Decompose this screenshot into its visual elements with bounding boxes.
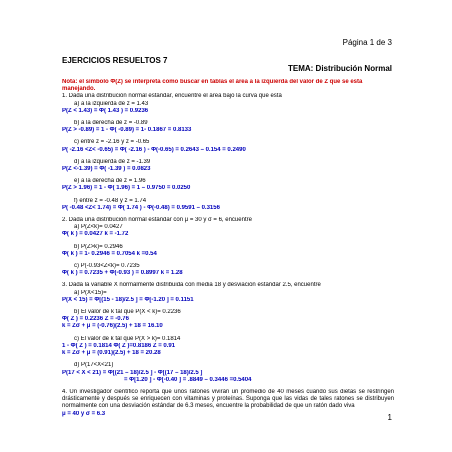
content-line: k = Zσ + μ = (0.91)(2.5) + 18 = 20.28 — [62, 350, 161, 357]
exercise-content — [62, 79, 394, 418]
content-line: P(Z > -0.89) = 1 - Φ( -0.89) = 1- 0.1867 = 0.8133 — [62, 127, 192, 134]
content-line: 3. Dada la variable X normalmente distribuida con media 18 y desviación estándar 2.5, encuentre — [62, 282, 321, 289]
content-line: c) El valor de k tal que P(X > k)= 0.1814 — [74, 335, 181, 342]
content-line: e) a la derecha de z = 1.96 — [74, 178, 146, 185]
content-line: 4. Un investigador científico reporta que unos ratones vivirán un promedio de 40 meses cuando sus dietas se restringen drásticamente y después se enriquecen con vitaminas y proteínas. Suponga que las vidas de tales ratones se distribuyen normalmente con una desviación estándar de 6.3 meses, encuentre la probabilidad de que un ratón dado viva — [62, 388, 394, 410]
content-line: P(Z > 1.96) = 1 - Φ( 1.96) = 1 – 0.9750 = 0.0250 — [62, 185, 191, 192]
content-line: a) a la izquierda de z = 1.43 — [74, 100, 149, 107]
content-line: b) a la derecha de z = -0.89 — [74, 120, 148, 127]
content-line: P(17 < X < 21) = Φ[(21 – 18)/2.5 ] - Φ[(17 – 18)/2.5 ] — [62, 369, 203, 376]
content-line: b) P(Z>k)= 0.2946 — [74, 243, 123, 250]
document-title: EJERCICIOS RESUELTOS 7 — [62, 56, 168, 65]
content-line: Φ( k ) = 1- 0.2946 = 0.7054 k =0.54 — [62, 250, 157, 257]
content-line: Φ( Z ) = 0.2236 Z = -0.76 — [62, 316, 129, 323]
content-line: c) P(-0.93<Z<k)= 0.7235 — [74, 263, 140, 270]
content-line: a) P(Z<k)= 0.0427 — [74, 224, 123, 231]
content-line: Φ( k ) = 0.7235 + Φ(-0.93 ) = 0.8997 k = 1.28 — [62, 270, 183, 277]
content-line: P(X < 15) = Φ[(15 - 18)/2.5 ] = Φ[-1.20 ] = 0.1151 — [62, 296, 194, 303]
content-line: P( -2.16 <Z< -0.65) = Φ( -2.16 ) - Φ(-0.65) = 0.2643 – 0.154 = 0.2490 — [62, 146, 246, 153]
content-line: μ = 40 y σ = 6.3 — [62, 410, 106, 417]
note: Nota: el símbolo Φ(Z) se interpreta como buscar en tablas el área a la izquierda del valor de Z que se esta manejando. — [62, 79, 363, 93]
content-line: a) P(X<15)= — [74, 289, 107, 296]
content-line: d) P(17<X<21) — [74, 362, 114, 369]
content-line: = Φ[1.20 ] - Φ[-0.40 ] = .8849 – 0.3446 =0.5404 — [124, 376, 252, 383]
content-line: k = Zσ + μ = (-0.76)(2.5) + 18 = 16.10 — [62, 323, 163, 330]
content-line: 1 - Φ( Z ) = 0.1814 Φ( Z )=0.8186 Z = 0.91 — [62, 342, 176, 349]
footer-page-number: 1 — [387, 413, 392, 422]
content-line: c) entre z = -2.16 y z = -0.65 — [74, 139, 150, 146]
content-line: Φ( k ) = 0.0427 k = -1.72 — [62, 231, 129, 238]
content-line: P( -0.48 <Z< 1.74) = Φ( 1.74 ) - Φ(-0.48) = 0.9591 – 0.3156 — [62, 204, 220, 211]
content-line: 2. Dada una distribución normal estándar con μ = 30 y σ = 6, encuentre — [62, 217, 252, 224]
content-line: f) entre z = -0.48 y z = 1.74 — [74, 197, 147, 204]
content-line: b) El valor de k tal que P(X < k)= 0.2236 — [74, 309, 181, 316]
topic-title: TEMA: Distribución Normal — [287, 64, 392, 73]
content-line: P(Z < 1.43) = Φ( 1.43 ) = 0.9236 — [62, 107, 149, 114]
content-line: 1. Dada una distribución normal estándar, encuentre el área bajo la curva que está — [62, 93, 282, 100]
document-header — [62, 56, 392, 78]
content-line: d) a la izquierda de z = -1.39 — [74, 158, 151, 165]
content-line: P(Z <-1.39) = Φ( -1.39 ) = 0.0823 — [62, 166, 151, 173]
page-label: Página 1 de 3 — [342, 38, 392, 47]
